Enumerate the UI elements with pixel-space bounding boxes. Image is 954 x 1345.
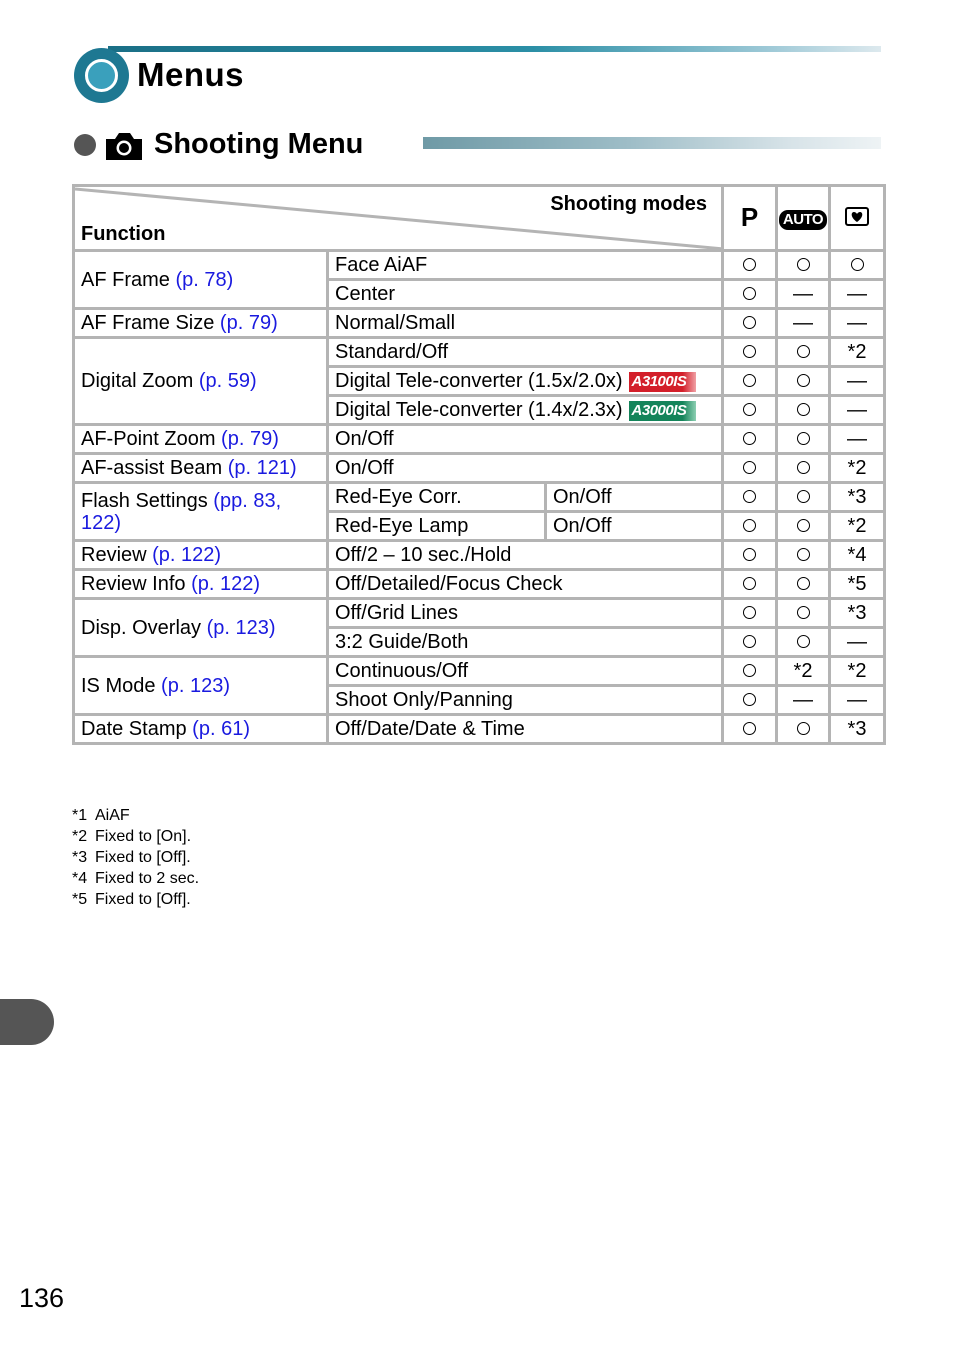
table-row: [74, 309, 885, 338]
mark-cell: *2: [830, 454, 885, 483]
circle-icon: [743, 461, 756, 474]
table-row: [74, 454, 885, 483]
mark-cell: —: [830, 367, 885, 396]
circle-icon: [797, 722, 810, 735]
footnote: *5 Fixed to [Off].: [72, 891, 191, 908]
mark-cell: —: [830, 280, 885, 309]
page-ref-link[interactable]: (pp. 83,: [213, 489, 282, 512]
mark-cell: [723, 599, 777, 628]
function-cell: Digital Zoom (p. 59): [74, 338, 328, 425]
shooting-menu-table: [72, 184, 886, 745]
heart-scene-icon: [844, 205, 870, 227]
circle-icon: [743, 345, 756, 358]
setting-cell: Off/Date/Date & Time: [328, 715, 723, 744]
mark-cell: [777, 628, 830, 657]
mark-cell: [723, 338, 777, 367]
circle-icon: [743, 577, 756, 590]
circle-icon: [797, 258, 810, 271]
mark-cell: [723, 280, 777, 309]
setting-cell: Off/Grid Lines: [328, 599, 723, 628]
mark-cell: [723, 483, 777, 512]
table-row: [74, 599, 885, 628]
section-bullet-icon: [74, 134, 96, 156]
mark-cell: [777, 483, 830, 512]
circle-icon: [743, 548, 756, 561]
mark-cell: *3: [830, 599, 885, 628]
mark-cell: [723, 512, 777, 541]
setting-cell: Digital Tele-converter (1.4x/2.3x) A3000IS: [328, 396, 723, 425]
function-cell: Review Info (p. 122): [74, 570, 328, 599]
mark-cell: *2: [830, 512, 885, 541]
setting-cell: Face AiAF: [328, 251, 723, 280]
mark-cell: *2: [777, 657, 830, 686]
mark-cell: [777, 425, 830, 454]
footnote: *3 Fixed to [Off].: [72, 849, 191, 866]
model-badge-a3100is: A3100IS: [629, 372, 697, 392]
setting-cell: Continuous/Off: [328, 657, 723, 686]
mark-cell: *3: [830, 715, 885, 744]
circle-icon: [743, 432, 756, 445]
circle-icon: [743, 258, 756, 271]
value-cell: On/Off: [546, 483, 723, 512]
page-ref-link[interactable]: (p. 59): [198, 370, 257, 392]
circle-icon: [743, 316, 756, 329]
mark-cell: [723, 570, 777, 599]
setting-cell: Off/Detailed/Focus Check: [328, 570, 723, 599]
mark-cell: [777, 541, 830, 570]
mode-scene-header: [830, 186, 885, 251]
circle-icon: [743, 664, 756, 677]
circle-icon: [797, 345, 810, 358]
mark-cell: —: [777, 686, 830, 715]
shooting-modes-label: Shooting modes: [550, 193, 707, 215]
function-cell: Flash Settings (pp. 83, 122): [74, 483, 328, 541]
mark-cell: [777, 454, 830, 483]
setting-cell: Red-Eye Lamp: [328, 512, 546, 541]
footnote: *4 Fixed to 2 sec.: [72, 870, 200, 887]
circle-icon: [743, 635, 756, 648]
title-circle-icon: [74, 48, 129, 103]
mark-cell: [723, 657, 777, 686]
circle-icon: [797, 461, 810, 474]
circle-icon: [797, 403, 810, 416]
circle-icon: [743, 374, 756, 387]
page-ref-link[interactable]: (p. 123): [206, 616, 276, 639]
mark-cell: [777, 367, 830, 396]
table-row: [74, 657, 885, 686]
title-rule: [108, 46, 881, 52]
circle-icon: [797, 635, 810, 648]
circle-icon: [743, 722, 756, 735]
table-row: [74, 541, 885, 570]
mark-cell: —: [830, 396, 885, 425]
circle-icon: [797, 432, 810, 445]
mode-auto-icon: AUTO: [779, 210, 827, 230]
mark-cell: [723, 628, 777, 657]
value-cell: On/Off: [546, 512, 723, 541]
function-cell: Disp. Overlay (p. 123): [74, 599, 328, 657]
page-ref-link[interactable]: (p. 61): [192, 718, 250, 740]
setting-cell: 3:2 Guide/Both: [328, 628, 723, 657]
mark-cell: —: [830, 309, 885, 338]
mark-cell: —: [777, 280, 830, 309]
setting-cell: Standard/Off: [328, 338, 723, 367]
page-ref-link[interactable]: (p. 121): [227, 457, 297, 479]
circle-icon: [797, 374, 810, 387]
setting-cell: Digital Tele-converter (1.5x/2.0x) A3100IS: [328, 367, 723, 396]
mark-cell: [777, 512, 830, 541]
mark-cell: [777, 338, 830, 367]
mark-cell: [723, 251, 777, 280]
mark-cell: *2: [830, 338, 885, 367]
mark-cell: [777, 251, 830, 280]
table-row: [74, 715, 885, 744]
table-row: [74, 338, 885, 367]
circle-icon: [743, 403, 756, 416]
mark-cell: [723, 309, 777, 338]
footnote: *2 Fixed to [On].: [72, 828, 192, 845]
page-ref-link[interactable]: (p. 79): [221, 428, 279, 450]
chapter-side-tab: [0, 999, 54, 1045]
camera-icon: [104, 130, 144, 162]
function-label: Function: [81, 223, 166, 245]
function-cell: AF Frame (p. 78): [74, 251, 328, 309]
footnote: *1 AiAF: [72, 807, 130, 824]
setting-cell: Shoot Only/Panning: [328, 686, 723, 715]
table-header-row: [74, 186, 885, 251]
mark-cell: [723, 367, 777, 396]
mark-cell: [777, 396, 830, 425]
table-row: [74, 425, 885, 454]
mark-cell: [777, 599, 830, 628]
mode-p-label: P: [740, 201, 759, 232]
circle-icon: [797, 519, 810, 532]
page-number: 136: [19, 1283, 65, 1313]
setting-cell: On/Off: [328, 425, 723, 454]
circle-icon: [743, 693, 756, 706]
circle-icon: [743, 490, 756, 503]
function-cell: AF-assist Beam (p. 121): [74, 454, 328, 483]
mark-cell: —: [830, 425, 885, 454]
mark-cell: —: [830, 686, 885, 715]
setting-cell: Off/2 – 10 sec./Hold: [328, 541, 723, 570]
mark-cell: [723, 541, 777, 570]
mark-cell: [723, 454, 777, 483]
mark-cell: [723, 686, 777, 715]
circle-icon: [743, 519, 756, 532]
page-ref-link[interactable]: 122): [81, 511, 122, 534]
page-ref-link[interactable]: (p. 122): [152, 544, 222, 566]
mark-cell: *5: [830, 570, 885, 599]
footnotes: [72, 805, 199, 910]
mark-cell: [777, 715, 830, 744]
function-cell: Date Stamp (p. 61): [74, 715, 328, 744]
circle-icon: [743, 287, 756, 300]
setting-cell: On/Off: [328, 454, 723, 483]
setting-cell: Red-Eye Corr.: [328, 483, 546, 512]
circle-icon: [797, 577, 810, 590]
page-ref-link[interactable]: (p. 79): [219, 312, 278, 334]
circle-icon: [851, 258, 864, 271]
mark-cell: —: [777, 309, 830, 338]
mark-cell: [723, 396, 777, 425]
circle-icon: [797, 548, 810, 561]
function-cell: AF Frame Size (p. 79): [74, 309, 328, 338]
table-row: [74, 570, 885, 599]
mark-cell: [723, 425, 777, 454]
page-ref-link[interactable]: (p. 78): [175, 268, 234, 291]
setting-cell: Normal/Small: [328, 309, 723, 338]
mode-auto-header: [777, 186, 830, 251]
mark-cell: [777, 570, 830, 599]
table-row: [74, 483, 885, 512]
function-cell: IS Mode (p. 123): [74, 657, 328, 715]
section-rule: [423, 137, 881, 149]
table-header-diagonal-cell: [74, 186, 723, 251]
mark-cell: —: [830, 628, 885, 657]
circle-icon: [797, 606, 810, 619]
mode-p-header: [723, 186, 777, 251]
page-title: Menus: [137, 56, 245, 93]
function-cell: AF-Point Zoom (p. 79): [74, 425, 328, 454]
mark-cell: *4: [830, 541, 885, 570]
function-cell: Review (p. 122): [74, 541, 328, 570]
mark-cell: *2: [830, 657, 885, 686]
page-ref-link[interactable]: (p. 122): [191, 573, 260, 595]
circle-icon: [743, 606, 756, 619]
setting-cell: Center: [328, 280, 723, 309]
mark-cell: *3: [830, 483, 885, 512]
section-title: Shooting Menu: [154, 128, 364, 160]
mark-cell: [723, 715, 777, 744]
model-badge-a3000is: A3000IS: [629, 401, 697, 421]
table-row: [74, 251, 885, 280]
mark-cell: [830, 251, 885, 280]
page-ref-link[interactable]: (p. 123): [161, 674, 230, 697]
circle-icon: [797, 490, 810, 503]
